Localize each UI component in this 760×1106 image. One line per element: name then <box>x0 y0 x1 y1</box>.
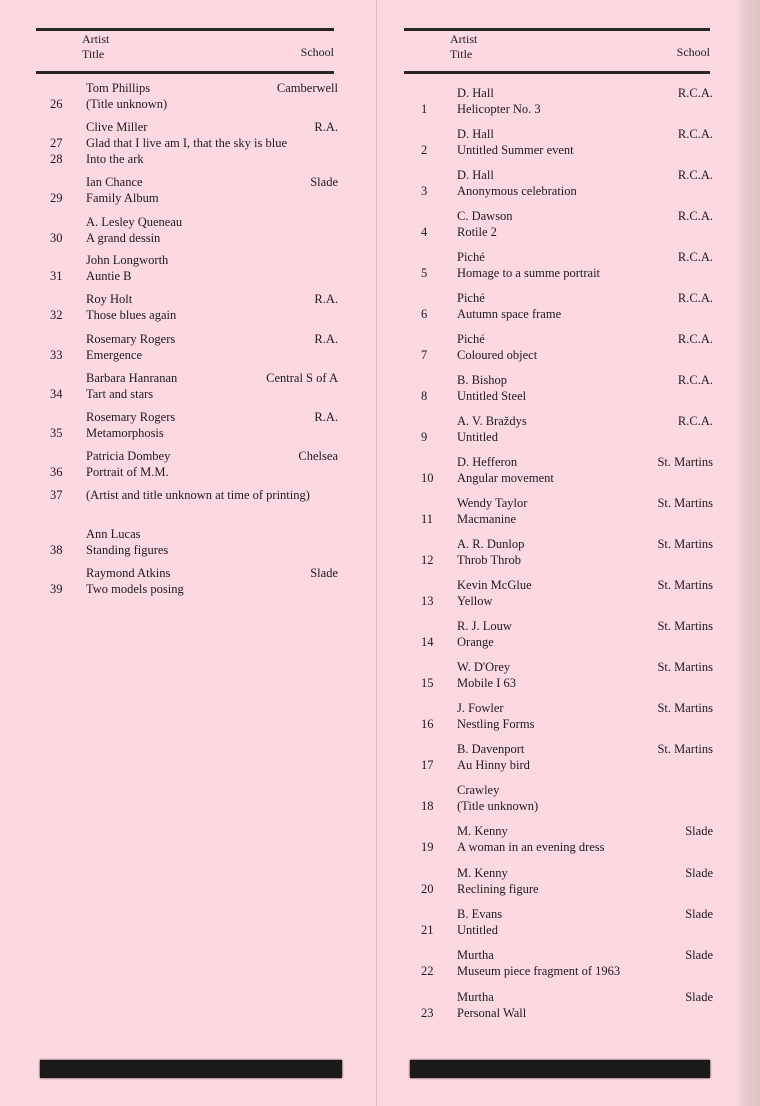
entry-number: 30 <box>50 231 63 245</box>
entry-school: R.A. <box>314 120 338 134</box>
entry-number: 2 <box>421 143 428 157</box>
entry-number: 11 <box>421 512 434 526</box>
entry-title: Family Album <box>86 191 159 205</box>
entry-school: R.C.A. <box>677 127 713 141</box>
entry-school: Slade <box>685 866 713 880</box>
entry-title: Mobile I 63 <box>457 676 517 690</box>
entry-artist: Rosemary Rogers <box>86 332 176 346</box>
entry-number: 22 <box>421 964 434 978</box>
entry-artist: John Longworth <box>86 253 169 267</box>
entry-artist: Murtha <box>457 990 494 1004</box>
entry-number: 3 <box>421 184 428 198</box>
entry-artist: Piché <box>457 291 485 305</box>
entry-artist: Ian Chance <box>86 175 143 189</box>
entry-artist: Crawley <box>457 783 500 797</box>
entry-title: Tart and stars <box>86 387 154 401</box>
entry-school: R.C.A. <box>677 414 713 428</box>
entry-artist: C. Dawson <box>457 209 513 223</box>
entry-title: Au Hinny bird <box>457 758 530 772</box>
entry-title: Nestling Forms <box>457 717 535 731</box>
entry-artist: D. Hall <box>457 127 494 141</box>
entry-artist: Tom Phillips <box>86 81 151 95</box>
entry-title: Homage to a summe portrait <box>457 266 601 280</box>
entry-number: 14 <box>421 635 434 649</box>
entry-artist: B. Evans <box>457 907 503 921</box>
entry-title: (Title unknown) <box>86 97 168 111</box>
entry-number: 4 <box>421 225 428 239</box>
entry-school: Central S of A <box>266 371 338 385</box>
entry-number: 28 <box>50 152 63 166</box>
entry-school: Chelsea <box>298 449 338 463</box>
entry-number: 19 <box>421 840 434 854</box>
entry-title: Standing figures <box>86 543 169 557</box>
entry-school: Slade <box>685 948 713 962</box>
entry-artist: Clive Miller <box>86 120 148 134</box>
left-page <box>0 0 377 1106</box>
entry-title: Yellow <box>457 594 493 608</box>
entry-artist: J. Fowler <box>457 701 504 715</box>
entry-artist: A. Lesley Queneau <box>86 215 183 229</box>
header-title: Title <box>82 47 105 61</box>
entry-title: Reclining figure <box>457 882 539 896</box>
entry-title: Autumn space frame <box>457 307 562 321</box>
entry-school: Slade <box>685 907 713 921</box>
entry-artist: A. V. Braždys <box>457 414 527 428</box>
entry-artist: W. D'Orey <box>457 660 511 674</box>
entry-number: 9 <box>421 430 428 444</box>
entry-school: Slade <box>310 566 338 580</box>
entry-title: Glad that I live am I, that the sky is blue <box>86 136 287 150</box>
entry-artist: Piché <box>457 332 485 346</box>
entry-number: 20 <box>421 882 434 896</box>
entry-number: 39 <box>50 582 63 596</box>
entry-title: Orange <box>457 635 494 649</box>
entry-artist: Rosemary Rogers <box>86 410 176 424</box>
entry-title: Coloured object <box>457 348 538 362</box>
entry-number: 38 <box>50 543 63 557</box>
entry-title: Emergence <box>86 348 142 362</box>
entry-artist: Kevin McGlue <box>457 578 532 592</box>
entry-title: (Artist and title unknown at time of printing) <box>86 488 310 502</box>
entry-number: 26 <box>50 97 63 111</box>
entry-school: St. Martins <box>657 701 713 715</box>
entry-number: 35 <box>50 426 63 440</box>
entry-artist: B. Davenport <box>457 742 525 756</box>
entry-title: Personal Wall <box>457 1006 527 1020</box>
entry-number: 18 <box>421 799 434 813</box>
entry-artist: Piché <box>457 250 485 264</box>
entry-number: 29 <box>50 191 63 205</box>
entry-number: 21 <box>421 923 434 937</box>
entry-artist: D. Hefferon <box>457 455 518 469</box>
entry-number: 6 <box>421 307 428 321</box>
entry-school: St. Martins <box>657 496 713 510</box>
entry-number: 32 <box>50 308 63 322</box>
entry-number: 1 <box>421 102 428 116</box>
entry-title: Throb Throb <box>457 553 521 567</box>
entry-artist: Raymond Atkins <box>86 566 171 580</box>
entry-title: Two models posing <box>86 582 184 596</box>
entry-school: St. Martins <box>657 537 713 551</box>
entry-artist: M. Kenny <box>457 866 508 880</box>
entry-artist: Roy Holt <box>86 292 133 306</box>
entry-artist: D. Hall <box>457 86 494 100</box>
entry-school: St. Martins <box>657 455 713 469</box>
header-artist: Artist <box>82 32 110 46</box>
entry-school: St. Martins <box>657 578 713 592</box>
entry-number: 10 <box>421 471 434 485</box>
entry-school: R.C.A. <box>677 332 713 346</box>
entry-number: 36 <box>50 465 63 479</box>
entry-school: St. Martins <box>657 619 713 633</box>
entry-number: 27 <box>50 136 63 150</box>
entry-number: 33 <box>50 348 63 362</box>
left-entry-list <box>0 0 376 1106</box>
entry-title: Untitled Steel <box>457 389 527 403</box>
entry-school: Slade <box>685 990 713 1004</box>
entry-artist: Ann Lucas <box>86 527 141 541</box>
entry-school: R.C.A. <box>677 291 713 305</box>
entry-artist: B. Bishop <box>457 373 508 387</box>
paper-right-edge <box>738 0 760 1106</box>
entry-artist: D. Hall <box>457 168 494 182</box>
entry-school: R.C.A. <box>677 373 713 387</box>
entry-school: R.A. <box>314 292 338 306</box>
entry-title: Auntie B <box>86 269 132 283</box>
entry-title: A woman in an evening dress <box>457 840 605 854</box>
entry-number: 12 <box>421 553 434 567</box>
entry-title: Portrait of M.M. <box>86 465 169 479</box>
entry-school: Slade <box>685 824 713 838</box>
entry-number: 16 <box>421 717 434 731</box>
entry-title: (Title unknown) <box>457 799 539 813</box>
entry-number: 8 <box>421 389 428 403</box>
entry-artist: Murtha <box>457 948 494 962</box>
entry-school: Slade <box>310 175 338 189</box>
right-entry-list <box>377 0 738 1106</box>
entry-artist: M. Kenny <box>457 824 508 838</box>
entry-number: 13 <box>421 594 434 608</box>
entry-title: Anonymous celebration <box>457 184 577 198</box>
entry-artist: R. J. Louw <box>457 619 512 633</box>
entry-number: 37 <box>50 488 63 502</box>
entry-artist: Barbara Hanranan <box>86 371 178 385</box>
right-page <box>377 0 738 1106</box>
footer-bar-left <box>40 1060 342 1078</box>
entry-title: Untitled <box>457 923 498 937</box>
entry-school: R.A. <box>314 410 338 424</box>
entry-title: Metamorphosis <box>86 426 164 440</box>
entry-artist: Patricia Dombey <box>86 449 171 463</box>
entry-title: Untitled Summer event <box>457 143 574 157</box>
entry-number: 5 <box>421 266 428 280</box>
entry-number: 31 <box>50 269 63 283</box>
entry-school: R.C.A. <box>677 168 713 182</box>
entry-school: R.C.A. <box>677 250 713 264</box>
header-school: School <box>676 45 710 59</box>
entry-school: Camberwell <box>276 81 338 95</box>
entry-title: Untitled <box>457 430 498 444</box>
header-title: Title <box>450 47 473 61</box>
entry-school: R.C.A. <box>677 86 713 100</box>
entry-title: Those blues again <box>86 308 177 322</box>
entry-school: R.C.A. <box>677 209 713 223</box>
entry-artist: Wendy Taylor <box>457 496 528 510</box>
entry-number: 15 <box>421 676 434 690</box>
entry-title: Into the ark <box>86 152 144 166</box>
entry-title: Rotile 2 <box>457 225 497 239</box>
footer-bar-right <box>410 1060 710 1078</box>
entry-title: Macmanine <box>457 512 517 526</box>
entry-number: 17 <box>421 758 434 772</box>
entry-school: R.A. <box>314 332 338 346</box>
entry-title: Helicopter No. 3 <box>457 102 541 116</box>
entry-number: 7 <box>421 348 428 362</box>
entry-title: Angular movement <box>457 471 554 485</box>
entry-number: 34 <box>50 387 63 401</box>
entry-artist: A. R. Dunlop <box>457 537 525 551</box>
entry-school: St. Martins <box>657 660 713 674</box>
header-artist: Artist <box>450 32 478 46</box>
header-school: School <box>300 45 334 59</box>
entry-number: 23 <box>421 1006 434 1020</box>
entry-title: Museum piece fragment of 1963 <box>457 964 621 978</box>
entry-school: St. Martins <box>657 742 713 756</box>
entry-title: A grand dessin <box>86 231 161 245</box>
